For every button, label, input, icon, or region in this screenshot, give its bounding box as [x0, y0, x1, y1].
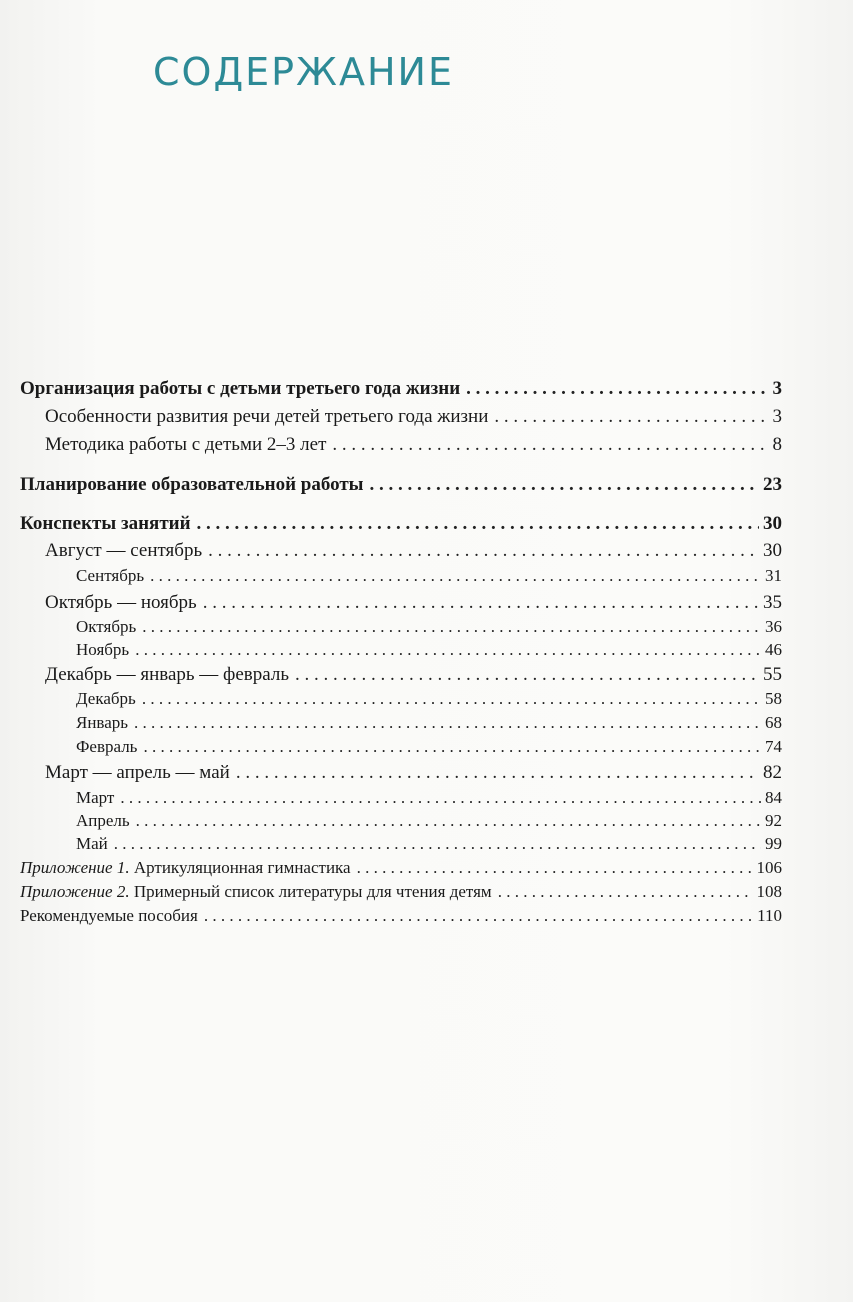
toc-entry-label: Планирование образовательной работы	[20, 474, 364, 495]
leader-dots	[142, 689, 761, 709]
toc-entry-page: 3	[772, 378, 782, 399]
toc-entry-page: 82	[763, 762, 782, 783]
toc-entry[interactable]	[76, 617, 782, 637]
toc-entry-label: Конспекты занятий	[20, 513, 191, 534]
toc-entry-label: Организация работы с детьми третьего года жизни	[20, 378, 461, 399]
toc-entry-label: Октябрь — ноябрь	[45, 592, 197, 613]
toc-entry-page: 74	[765, 737, 782, 756]
leader-dots	[357, 858, 753, 878]
appendix-title: Примерный список литературы для чтения детям	[133, 882, 492, 901]
appendix-prefix: Приложение 1.	[20, 858, 130, 877]
toc-entry[interactable]	[45, 762, 782, 784]
toc-entry-label: Октябрь	[76, 617, 137, 636]
toc-entry-page: 110	[757, 906, 782, 925]
leader-dots	[136, 811, 761, 831]
toc-entry[interactable]	[76, 811, 782, 831]
leader-dots	[332, 434, 768, 456]
leader-dots	[120, 788, 761, 808]
leader-dots	[143, 737, 761, 757]
toc-entry-label: Март	[76, 788, 115, 807]
toc-entry-label: Декабрь — январь — февраль	[45, 664, 290, 685]
leader-dots	[295, 664, 759, 686]
toc-entry-page: 8	[772, 434, 782, 455]
toc-entry-page: 23	[763, 474, 782, 495]
toc-entry[interactable]	[76, 566, 782, 586]
leader-dots	[208, 540, 759, 562]
leader-dots	[197, 513, 759, 535]
leader-dots	[203, 592, 759, 614]
toc-entry-label: Август — сентябрь	[45, 540, 203, 561]
toc-entry-page: 106	[756, 858, 782, 877]
leader-dots	[150, 566, 761, 586]
toc-entry-page: 30	[763, 513, 782, 534]
toc-entry-label: Январь	[76, 713, 129, 732]
toc-entry[interactable]	[20, 474, 782, 496]
toc-entry-label	[20, 882, 492, 902]
toc-entry[interactable]	[76, 640, 782, 660]
toc-entry-label: Декабрь	[76, 689, 136, 708]
toc-entry[interactable]	[45, 434, 782, 456]
toc-entry-page: 92	[765, 811, 782, 830]
toc-entry-label: Апрель	[76, 811, 130, 830]
toc-entry-label: Май	[76, 834, 108, 853]
toc-entry[interactable]	[76, 713, 782, 733]
appendix-prefix: Приложение 2.	[20, 882, 130, 901]
page-title: СОДЕРЖАНИЕ	[153, 50, 454, 94]
toc-entry[interactable]	[76, 689, 782, 709]
toc-entry-page: 84	[765, 788, 782, 807]
leader-dots	[134, 713, 761, 733]
toc-entry-page: 108	[756, 882, 782, 901]
toc-entry-label: Сентябрь	[76, 566, 145, 585]
toc-entry-label: Ноябрь	[76, 640, 130, 659]
toc-entry[interactable]	[20, 858, 782, 878]
toc-entry-page: 99	[765, 834, 782, 853]
toc-entry[interactable]	[20, 513, 782, 535]
toc-entry-label: Особенности развития речи детей третьего года жизни	[45, 406, 489, 427]
toc-entry-page: 35	[763, 592, 782, 613]
toc-entry-page: 58	[765, 689, 782, 708]
toc-entry-page: 36	[765, 617, 782, 636]
toc-entry-label	[20, 858, 351, 878]
toc-entry[interactable]	[45, 664, 782, 686]
toc-entry-label: Март — апрель — май	[45, 762, 230, 783]
leader-dots	[370, 474, 759, 496]
toc-entry[interactable]	[20, 882, 782, 902]
toc-entry-label: Февраль	[76, 737, 138, 756]
leader-dots	[114, 834, 761, 854]
toc-entry-page: 31	[765, 566, 782, 585]
toc-entry[interactable]	[45, 406, 782, 428]
leader-dots	[466, 378, 768, 400]
leader-dots	[204, 906, 753, 926]
appendix-title: Артикуляционная гимнастика	[133, 858, 351, 877]
toc-entry[interactable]	[76, 788, 782, 808]
toc-entry[interactable]	[45, 540, 782, 562]
leader-dots	[236, 762, 759, 784]
toc-entry[interactable]	[76, 737, 782, 757]
toc-entry-label: Рекомендуемые пособия	[20, 906, 198, 925]
leader-dots	[498, 882, 753, 902]
toc-entry-label: Методика работы с детьми 2–3 лет	[45, 434, 327, 455]
toc-entry[interactable]	[20, 906, 782, 926]
leader-dots	[142, 617, 761, 637]
toc-entry-page: 3	[772, 406, 782, 427]
toc-entry[interactable]	[76, 834, 782, 854]
toc-entry[interactable]	[20, 378, 782, 400]
leader-dots	[494, 406, 768, 428]
toc-entry[interactable]	[45, 592, 782, 614]
toc-entry-page: 46	[765, 640, 782, 659]
toc-entry-page: 55	[763, 664, 782, 685]
leader-dots	[135, 640, 761, 660]
toc-entry-page: 30	[763, 540, 782, 561]
toc-entry-page: 68	[765, 713, 782, 732]
